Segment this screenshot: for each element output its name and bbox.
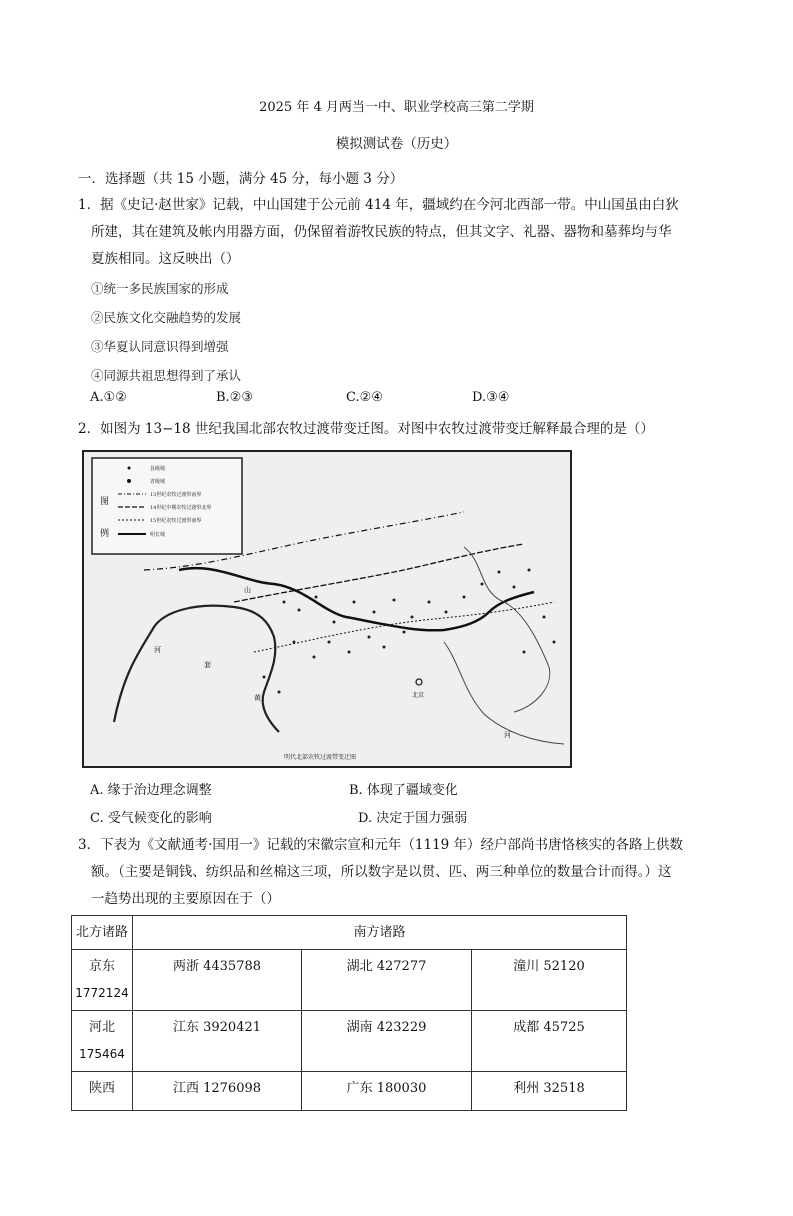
farming-pastoral-map bbox=[82, 450, 572, 768]
legend-title-top: 图 bbox=[100, 497, 110, 507]
north-cell bbox=[72, 1072, 133, 1111]
header-south: 南方诸路 bbox=[133, 916, 627, 950]
place-label: 山 bbox=[244, 586, 251, 594]
legend-item: 15世纪农牧过渡带南界 bbox=[150, 518, 202, 524]
place-label: 河 bbox=[504, 731, 511, 739]
choice-b[interactable]: B.②③ bbox=[216, 390, 253, 405]
table-row bbox=[72, 1011, 627, 1072]
statement-1: ①统一多民族国家的形成 bbox=[91, 281, 229, 296]
yellow-river bbox=[114, 606, 279, 732]
legend-item: 14世纪中期农牧过渡带北界 bbox=[150, 505, 212, 511]
question-stem: 如图为 13−18 世纪我国北部农牧过渡带变迁图。对图中农牧过渡带变迁解释最合理的是（） bbox=[100, 421, 654, 437]
south-cell: 湖南 423229 bbox=[302, 1011, 472, 1072]
statement-3: ③华夏认同意识得到增强 bbox=[91, 339, 229, 354]
statement-4: ④同源共祖思想得到了承认 bbox=[91, 368, 242, 383]
tribute-table bbox=[71, 915, 627, 1111]
choice-c[interactable]: C. 受气候变化的影响 bbox=[90, 811, 212, 826]
question-number: 3． bbox=[78, 837, 101, 853]
exam-title-line2: 模拟测试卷（历史） bbox=[335, 136, 458, 152]
south-cell: 广东 180030 bbox=[302, 1072, 472, 1111]
question-stem-line: 下表为《文献通考·国用一》记载的宋徽宗宣和元年（1119 年）经户部尚书唐恪核实的各路上供数 bbox=[100, 837, 684, 853]
map-graphic bbox=[84, 452, 570, 766]
table-row bbox=[72, 1072, 627, 1111]
legend-item: 县级城 bbox=[150, 466, 166, 472]
place-label-beijing: 北京 bbox=[412, 692, 425, 699]
south-cell: 江东 3920421 bbox=[133, 1011, 302, 1072]
exam-title-line1: 2025 年 4 月两当一中、职业学校高三第二学期 bbox=[259, 100, 534, 115]
table-header-row bbox=[72, 916, 627, 950]
north-name: 京东 bbox=[88, 959, 115, 974]
question-stem-line: 夏族相同。这反映出（） bbox=[91, 251, 240, 267]
choice-d[interactable]: D. 决定于国力强弱 bbox=[358, 811, 468, 826]
north-cell bbox=[72, 950, 133, 1011]
choice-c[interactable]: C.②④ bbox=[346, 390, 383, 405]
south-cell: 江西 1276098 bbox=[133, 1072, 302, 1111]
table-row bbox=[72, 950, 627, 1011]
section-heading: 一．选择题（共 15 小题，满分 45 分，每小题 3 分） bbox=[78, 171, 404, 187]
legend-item: 明长城 bbox=[150, 532, 166, 538]
province-outline bbox=[464, 547, 550, 712]
place-label: 套 bbox=[204, 661, 211, 669]
question-stem-line: 额。（主要是铜钱、纺织品和丝棉这三项，所以数字是以贯、匹、两三种单位的数量合计而得。）这 bbox=[91, 864, 672, 880]
province-outline-2 bbox=[444, 642, 564, 744]
legend-item: 省级城 bbox=[150, 479, 166, 485]
question-stem-line: 据《史记·赵世家》记载，中山国建于公元前 414 年，疆域约在今河北西部一带。中山国虽由白狄 bbox=[100, 197, 679, 213]
north-name: 陕西 bbox=[88, 1081, 115, 1096]
question-3 bbox=[78, 832, 718, 913]
question-number: 1． bbox=[78, 197, 101, 213]
place-label: 黄 bbox=[254, 694, 261, 702]
place-label: 河 bbox=[154, 646, 161, 654]
question-2 bbox=[78, 416, 654, 443]
north-name: 河北 bbox=[88, 1020, 115, 1035]
question-1 bbox=[78, 192, 718, 389]
choice-d[interactable]: D.③④ bbox=[472, 390, 510, 405]
north-cell bbox=[72, 1011, 133, 1072]
legend-title-bottom: 例 bbox=[100, 529, 110, 539]
statement-2: ②民族文化交融趋势的发展 bbox=[91, 310, 242, 325]
south-cell: 成都 45725 bbox=[472, 1011, 627, 1072]
header-north: 北方诸路 bbox=[72, 916, 133, 950]
choice-b[interactable]: B. 体现了疆域变化 bbox=[349, 783, 458, 798]
legend-item: 13世纪农牧过渡带南界 bbox=[150, 492, 202, 498]
question-stem-line: 一趋势出现的主要原因在于（） bbox=[91, 891, 280, 907]
north-value: 1772124 bbox=[75, 986, 129, 1000]
town-dots bbox=[263, 569, 556, 694]
south-cell: 湖北 427277 bbox=[302, 950, 472, 1011]
south-cell: 两浙 4435788 bbox=[133, 950, 302, 1011]
beijing-marker bbox=[416, 679, 422, 685]
legend-symbol-county bbox=[128, 467, 131, 470]
question-number: 2． bbox=[78, 421, 101, 437]
question-stem-line: 所建，其在建筑及帐内用器方面，仍保留着游牧民族的特点，但其文字、礼器、器物和墓葬均与华 bbox=[91, 224, 672, 240]
south-cell: 潼川 52120 bbox=[472, 950, 627, 1011]
south-cell: 利州 32518 bbox=[472, 1072, 627, 1111]
legend-symbol-province bbox=[127, 479, 131, 483]
choice-a[interactable]: A. 缘于治边理念调整 bbox=[90, 783, 212, 798]
great-wall-line bbox=[179, 568, 534, 630]
choice-a[interactable]: A.①② bbox=[90, 390, 127, 405]
north-value: 175464 bbox=[79, 1047, 125, 1061]
map-caption: 明代北部农牧过渡带变迁图 bbox=[284, 754, 357, 761]
